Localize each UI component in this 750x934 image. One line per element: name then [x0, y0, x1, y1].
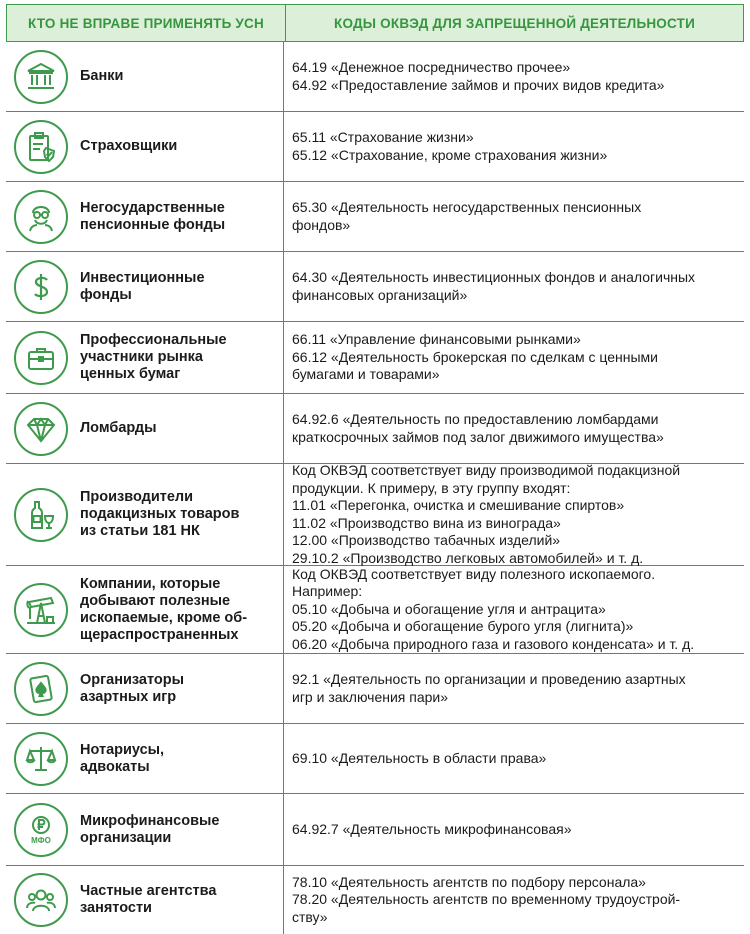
row-codes: 69.10 «Деятельность в области права»	[292, 749, 547, 766]
who-cell	[6, 112, 284, 181]
who-cell	[6, 252, 284, 321]
codes-cell	[284, 794, 744, 865]
row-label: Негосударственные пенсионные фонды	[80, 199, 226, 233]
table-row	[6, 566, 744, 654]
table-row	[6, 724, 744, 794]
who-cell	[6, 464, 284, 565]
who-cell	[6, 866, 284, 934]
codes-cell	[284, 866, 744, 934]
table-row	[6, 866, 744, 934]
row-label: Банки	[80, 68, 124, 84]
row-codes: 64.92.6 «Деятельность по предоставлению ломбардами краткосрочных займов под залог движимого имущества»	[292, 411, 664, 445]
table-row	[6, 42, 744, 112]
row-codes: 78.10 «Деятельность агентств по подбору персонала» 78.20 «Деятельность агентств по временному трудоустрой- ству»	[292, 873, 681, 925]
row-label: Компании, которые добывают полезные ископаемые, кроме об- щераспространенных	[80, 575, 248, 643]
table-row	[6, 394, 744, 464]
row-codes: Код ОКВЭД соответствует виду производимой подакцизной продукции. К примеру, в эту группу входят: 11.01 «Перегонка, очистка и смешивание спиртов» 11.02 «Производство вина из винограда» 12.00 «Производство табачных изделий» 29.10.2 «Производство легковых автомобилей» и т. д.	[292, 462, 681, 566]
table-row	[6, 794, 744, 866]
row-label: Частные агентства занятости	[80, 883, 217, 916]
row-codes: 65.30 «Деятельность негосударственных пенсионных фондов»	[292, 199, 642, 233]
table-row	[6, 464, 744, 566]
bottle-icon	[14, 488, 68, 542]
table-row	[6, 252, 744, 322]
briefcase-icon	[14, 331, 68, 385]
who-cell	[6, 654, 284, 723]
row-label: Ломбарды	[80, 420, 157, 436]
bank-icon	[14, 50, 68, 104]
mfo-coin-icon	[14, 803, 68, 857]
who-cell	[6, 394, 284, 463]
who-cell	[6, 724, 284, 793]
table-row	[6, 182, 744, 252]
row-label: Страховщики	[80, 138, 178, 154]
header-codes: КОДЫ ОКВЭД ДЛЯ ЗАПРЕЩЕННОЙ ДЕЯТЕЛЬНОСТИ	[334, 15, 695, 31]
mfo-text: МФО	[31, 835, 51, 845]
row-codes: 65.11 «Страхование жизни» 65.12 «Страхование, кроме страхования жизни»	[292, 129, 608, 163]
who-cell	[6, 794, 284, 865]
codes-cell	[284, 394, 744, 463]
who-cell	[6, 322, 284, 393]
oil-pump-icon	[14, 583, 68, 637]
codes-cell	[284, 252, 744, 321]
codes-cell	[284, 464, 744, 565]
codes-cell	[284, 42, 744, 111]
table-row	[6, 112, 744, 182]
row-codes: 66.11 «Управление финансовыми рынками» 66.12 «Деятельность брокерская по сделкам с ценными бумагами и товарами»	[292, 331, 659, 383]
who-cell	[6, 182, 284, 251]
people-group-icon	[14, 873, 68, 927]
codes-cell	[284, 566, 744, 653]
codes-cell	[284, 654, 744, 723]
table-row	[6, 654, 744, 724]
table-row	[6, 322, 744, 394]
row-label: Инвестиционные фонды	[80, 269, 205, 303]
insurance-document-icon	[14, 120, 68, 174]
diamond-icon	[14, 402, 68, 456]
pensioner-icon	[14, 190, 68, 244]
row-label: Микрофинансовые организации	[80, 812, 220, 846]
who-cell	[6, 42, 284, 111]
row-codes: 92.1 «Деятельность по организации и проведению азартных игр и заключения пари»	[292, 671, 686, 705]
codes-cell	[284, 322, 744, 393]
scales-icon	[14, 732, 68, 786]
row-label: Организаторы азартных игр	[80, 671, 184, 705]
dollar-icon	[14, 260, 68, 314]
codes-cell	[284, 182, 744, 251]
codes-cell	[284, 112, 744, 181]
table-header	[6, 4, 744, 42]
row-codes: 64.92.7 «Деятельность микрофинансовая»	[292, 820, 572, 837]
row-codes: 64.30 «Деятельность инвестиционных фондов и аналогичных финансовых организаций»	[292, 269, 696, 303]
row-label: Профессиональные участники рынка ценных бумаг	[80, 332, 227, 382]
playing-card-icon	[14, 662, 68, 716]
codes-cell	[284, 724, 744, 793]
header-who: КТО НЕ ВПРАВЕ ПРИМЕНЯТЬ УСН	[7, 5, 286, 41]
row-label: Нотариусы, адвокаты	[80, 741, 165, 775]
row-codes: Код ОКВЭД соответствует виду полезного ископаемого. Например: 05.10 «Добыча и обогащение угля и антрацита» 05.20 «Добыча и обогащение бурого угля (лигнита)» 06.20 «Добыча природного газа и газового конденсата» и т. д.	[292, 565, 695, 652]
row-codes: 64.19 «Денежное посредничество прочее» 64.92 «Предоставление займов и прочих видов кредита»	[292, 59, 665, 93]
who-cell	[6, 566, 284, 653]
row-label: Производители подакцизных товаров из статьи 181 НК	[80, 489, 240, 539]
